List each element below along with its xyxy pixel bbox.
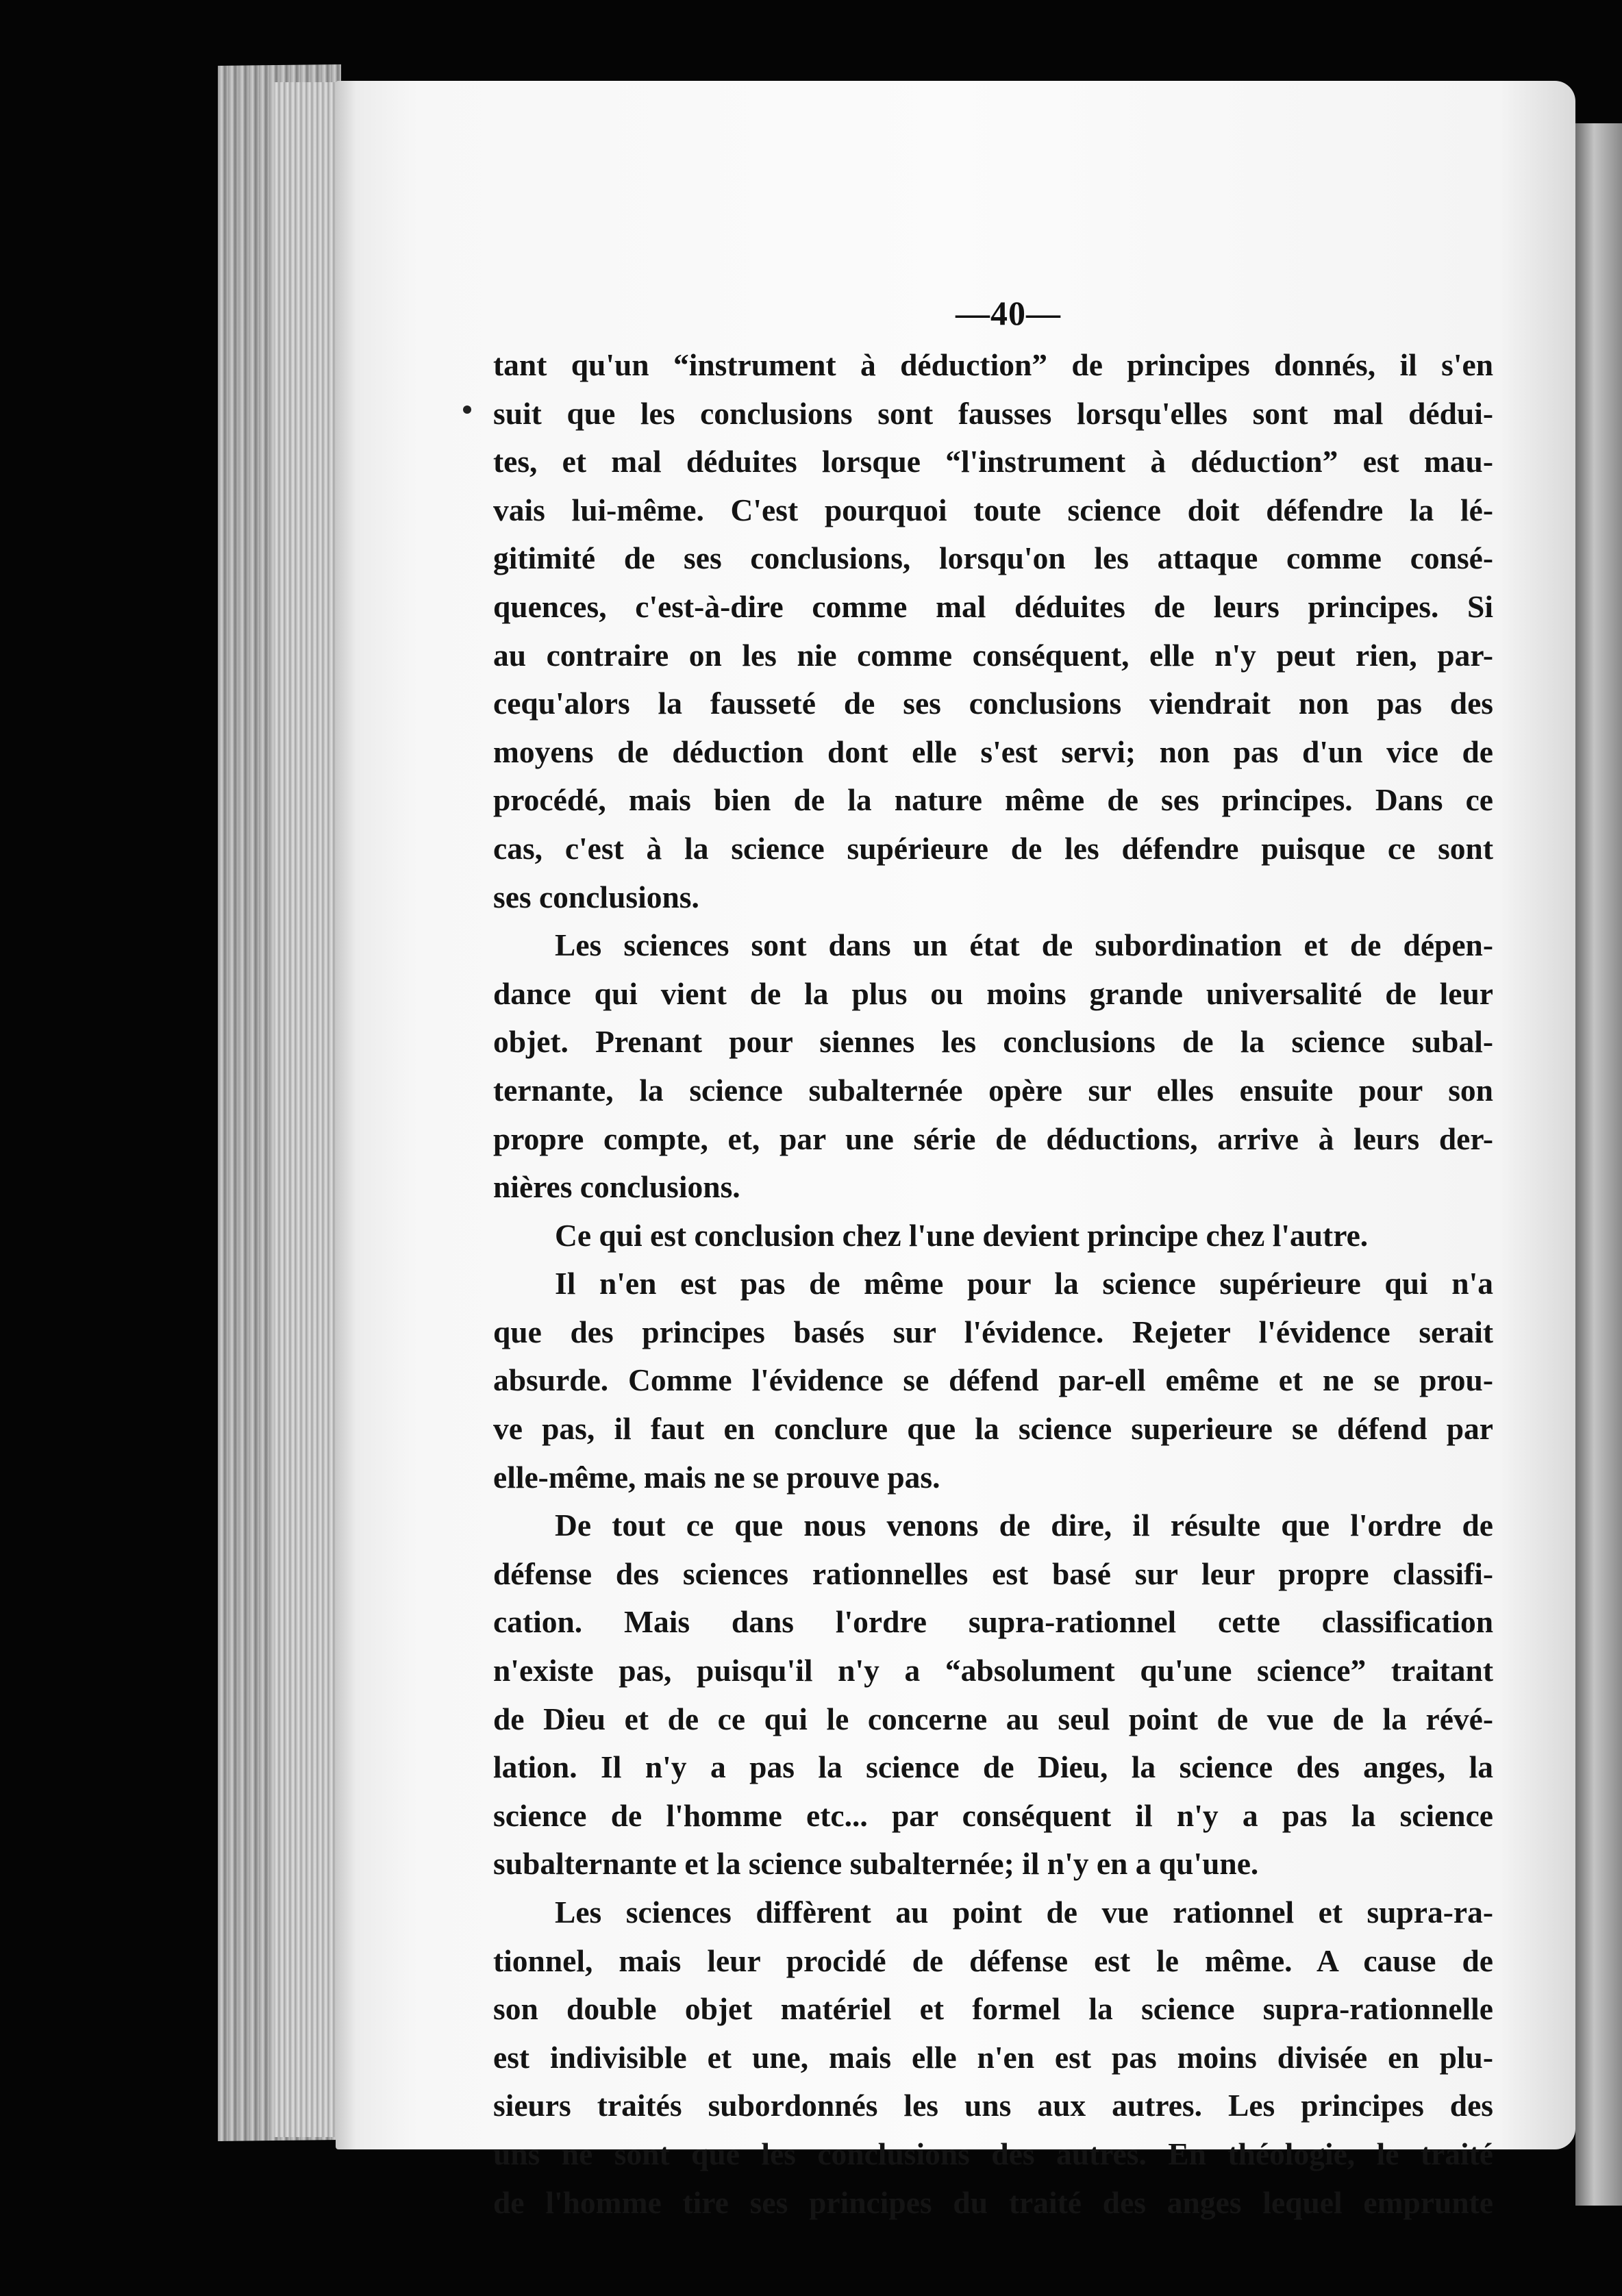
print-speck xyxy=(463,405,471,414)
text-line: procédé, mais bien de la nature même de ses principes. Dans ce xyxy=(493,782,1493,818)
text-line: tionnel, mais leur procidé de défense est le même. A cause de xyxy=(493,1943,1493,1978)
text-line-indented: Ce qui est conclusion chez l'une devient principe chez l'autre. xyxy=(555,1217,1369,1253)
text-line-indented: Les sciences diffèrent au point de vue rationnel et supra-ra- xyxy=(555,1895,1493,1930)
text-line-indented: De tout ce que nous venons de dire, il résulte que l'ordre de xyxy=(555,1508,1493,1543)
text-line: tes, et mal déduites lorsque “l'instrument à déduction” est mau- xyxy=(493,444,1493,479)
text-line: ses conclusions. xyxy=(493,879,699,914)
text-line: cas, c'est à la science supérieure de les défendre puisque ce sont xyxy=(493,830,1493,866)
text-line: tant qu'un “instrument à déduction” de principes donnés, il s'en xyxy=(493,347,1493,382)
page-number: —40— xyxy=(956,294,1061,332)
text-line: ve pas, il faut en conclure que la science superieure se défend par xyxy=(493,1411,1493,1447)
text-line: est indivisible et une, mais elle n'en est pas moins divisée en plu- xyxy=(493,2039,1493,2075)
text-line: sieurs traités subordonnés les uns aux autres. Les principes des xyxy=(493,2088,1493,2123)
text-line: de l'homme tire ses principes du traité des anges lequel emprunte xyxy=(493,2184,1493,2220)
body-text xyxy=(493,341,1493,2227)
text-line: elle-même, mais ne se prouve pas. xyxy=(493,1459,940,1495)
text-line: de Dieu et de ce qui le concerne au seul point de vue de la révé- xyxy=(493,1701,1493,1736)
text-line: propre compte, et, par une série de déductions, arrive à leurs der- xyxy=(493,1121,1493,1156)
text-line: suit que les conclusions sont fausses lorsqu'elles sont mal dédui- xyxy=(493,395,1493,431)
text-line-indented: Les sciences sont dans un état de subordination et de dépen- xyxy=(555,927,1493,963)
text-line: subalternante et la science subalternée; il n'y en a qu'une. xyxy=(493,1846,1259,1882)
text-line: vais lui-même. C'est pourquoi toute science doit défendre la lé- xyxy=(493,492,1493,527)
text-line: n'existe pas, puisqu'il n'y a “absolument qu'une science” traitant xyxy=(493,1653,1493,1688)
text-line: objet. Prenant pour siennes les conclusions de la science subal- xyxy=(493,1024,1493,1060)
text-line: uns ne sont que les conclusions des autres. En théologie, le traité xyxy=(493,2136,1493,2171)
text-line: lation. Il n'y a pas la science de Dieu, la science des anges, la xyxy=(493,1749,1493,1785)
text-line-indented: Il n'en est pas de même pour la science supérieure qui n'a xyxy=(555,1266,1493,1301)
text-line: absurde. Comme l'évidence se défend par-ell emême et ne se prou- xyxy=(493,1362,1493,1398)
text-line: dance qui vient de la plus ou moins grande universalité de leur xyxy=(493,975,1493,1011)
text-line: son double objet matériel et formel la science supra-rationnelle xyxy=(493,1991,1493,2027)
text-line: au contraire on les nie comme conséquent, elle n'y peut rien, par- xyxy=(493,637,1493,673)
text-line: science de l'homme etc... par conséquent il n'y a pas la science xyxy=(493,1797,1493,1833)
book-page-edges-inner xyxy=(274,82,342,2137)
facing-page-edge xyxy=(1575,123,1622,2206)
text-line: ternante, la science subalternée opère sur elles ensuite pour son xyxy=(493,1072,1493,1108)
text-line: cation. Mais dans l'ordre supra-rationnel cette classification xyxy=(493,1604,1493,1640)
text-line: gitimité de ses conclusions, lorsqu'on les attaque comme consé- xyxy=(493,540,1493,576)
text-line: cequ'alors la fausseté de ses conclusions viendrait non pas des xyxy=(493,686,1493,721)
text-line: nières conclusions. xyxy=(493,1169,740,1205)
text-line: quences, c'est-à-dire comme mal déduites de leurs principes. Si xyxy=(493,588,1493,624)
text-line: moyens de déduction dont elle s'est servi; non pas d'un vice de xyxy=(493,734,1493,769)
text-line: défense des sciences rationnelles est basé sur leur propre classifi- xyxy=(493,1556,1493,1591)
text-line: que des principes basés sur l'évidence. Rejeter l'évidence serait xyxy=(493,1314,1493,1349)
